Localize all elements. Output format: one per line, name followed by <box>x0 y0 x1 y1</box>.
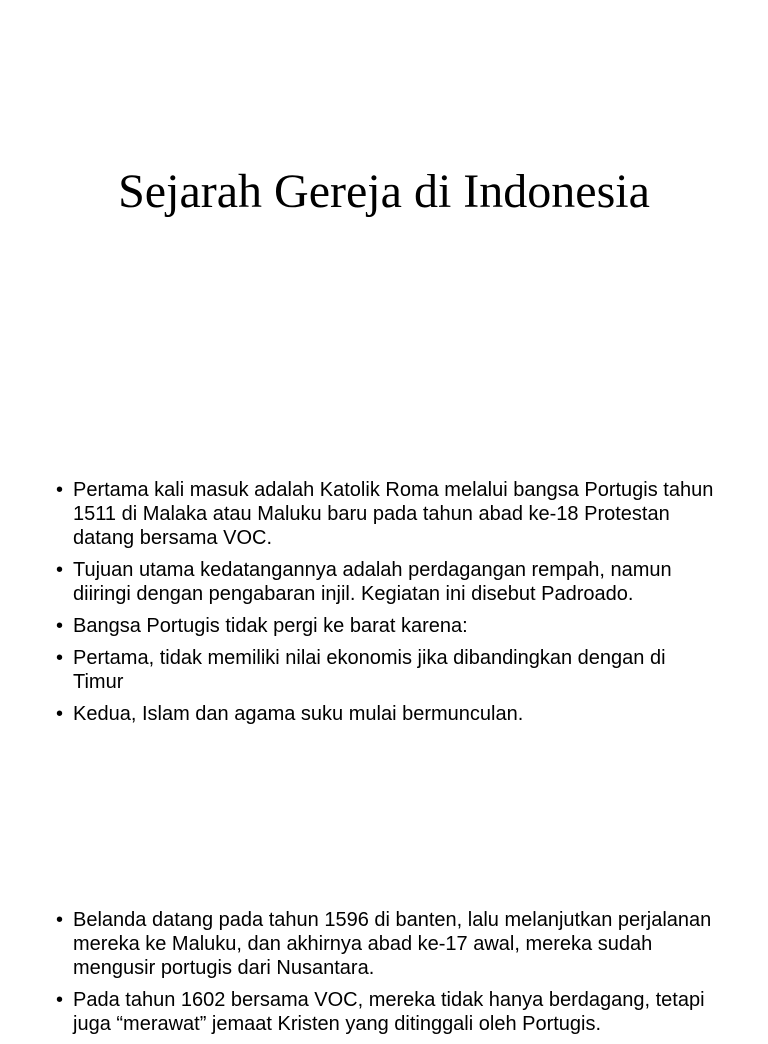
page-title: Sejarah Gereja di Indonesia <box>118 165 650 218</box>
list-item <box>56 702 716 726</box>
list-item-text: Pada tahun 1602 bersama VOC, mereka tidak hanya berdagang, tetapi juga “merawat” jemaat Kristen yang ditinggali oleh Portugis. <box>73 989 705 1035</box>
list-item-text: Kedua, Islam dan agama suku mulai bermunculan. <box>73 703 524 725</box>
list-item-text: Tujuan utama kedatangannya adalah perdagangan rempah, namun diiringi dengan pengabaran injil. Kegiatan ini disebut Padroado. <box>73 559 672 605</box>
bullet-icon: • <box>56 559 64 581</box>
list-item <box>56 646 716 694</box>
bullet-list-portugis <box>56 478 716 734</box>
list-item-text: Pertama kali masuk adalah Katolik Roma melalui bangsa Portugis tahun 1511 di Malaka atau Maluku baru pada tahun abad ke-18 Protestan datang bersama VOC. <box>73 479 714 549</box>
slide-title <box>0 0 768 420</box>
list-item <box>56 988 716 1036</box>
bullet-icon: • <box>56 703 64 725</box>
bullet-icon: • <box>56 909 64 931</box>
bullet-icon: • <box>56 479 64 501</box>
list-item-text: Bangsa Portugis tidak pergi ke barat karena: <box>73 615 468 637</box>
list-item-text: Belanda datang pada tahun 1596 di banten, lalu melanjutkan perjalanan mereka ke Maluku, dan akhirnya abad ke-17 awal, mereka sudah mengusir portugis dari Nusantara. <box>73 909 712 979</box>
list-item-text: Pertama, tidak memiliki nilai ekonomis jika dibandingkan dengan di Timur <box>73 647 666 693</box>
list-item <box>56 614 716 638</box>
list-item <box>56 478 716 550</box>
bullet-icon: • <box>56 647 64 669</box>
bullet-icon: • <box>56 615 64 637</box>
bullet-icon: • <box>56 989 64 1011</box>
list-item <box>56 908 716 980</box>
list-item <box>56 558 716 606</box>
